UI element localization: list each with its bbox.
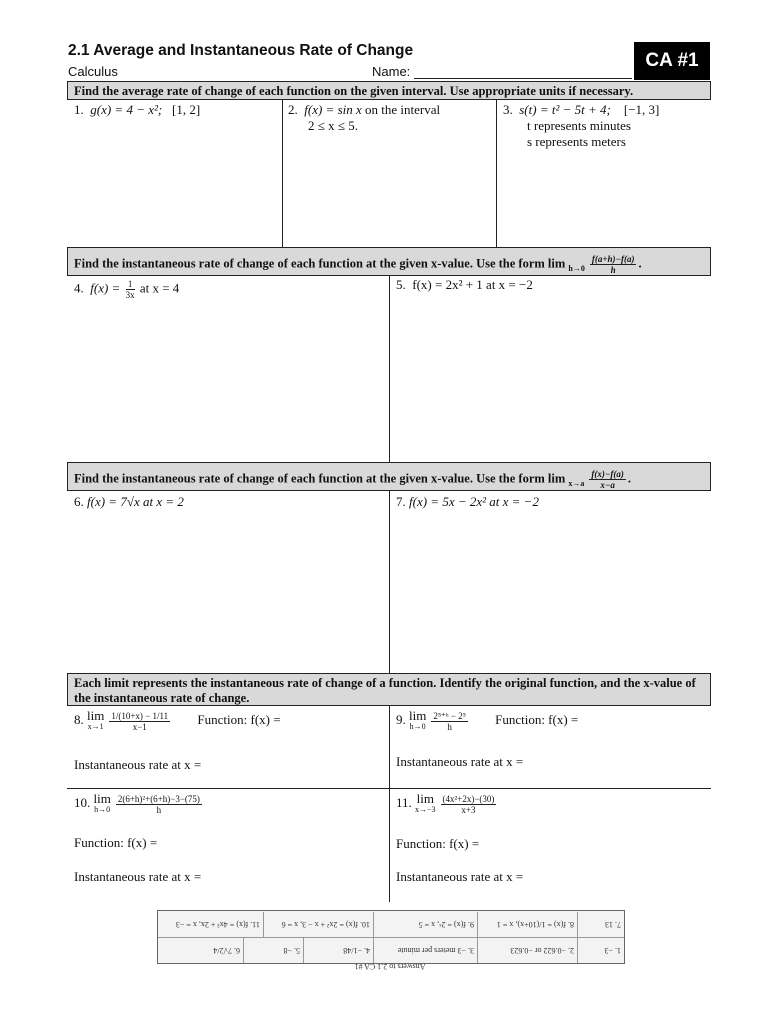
question-7: 7. f(x) = 5x − 2x² at x = −2 — [396, 494, 539, 509]
answer-cell: 9. f(x) = 2ˣ, x = 5 — [374, 912, 478, 937]
answer-cell: 11. f(x) = 4x² + 2x, x = −3 — [158, 912, 264, 937]
question-11-rate: Instantaneous rate at x = — [396, 869, 524, 884]
answer-cell: 8. f(x) = 1/(10+x), x = 1 — [478, 912, 578, 937]
question-10: 10. lim h→0 $\frac{\text{2(6+h)²+(6+h)−3−(75)}}{h}$ — [74, 791, 200, 815]
question-8: 8. lim x→1 $\frac{1/(10+x) - 1/11}{x-1}$ Function: f(x) = — [74, 708, 281, 732]
page-title: 2.1 Average and Instantaneous Rate of Change — [68, 42, 414, 59]
answer-key — [157, 910, 625, 964]
question-1: 1. g(x) = 4 − x²; [1, 2] — [74, 102, 201, 117]
name-label: Name: — [372, 64, 411, 79]
question-10-rate: Instantaneous rate at x = — [74, 869, 202, 884]
question-9: 9. lim h→0 $\frac{\text{2⁵⁺ʰ − 2⁵}}{h}$ Function: f(x) = — [396, 708, 579, 732]
section4-instruction: Each limit represents the instantaneous rate of change of a function. Identify the original function, and the x-value of the instantaneous rate of change. — [67, 673, 711, 706]
assignment-badge: CA #1 — [634, 42, 710, 80]
question-11-function: Function: f(x) = — [396, 836, 480, 851]
answer-cell: 10. f(x) = 2x² + x − 3, x = 6 — [264, 912, 374, 937]
answer-cell: 4. −1/48 — [304, 938, 374, 963]
divider — [67, 788, 711, 789]
divider — [282, 100, 283, 247]
answer-cell: 6. 7√2/4 — [158, 938, 244, 963]
course-label: Calculus — [68, 64, 118, 79]
name-line[interactable] — [414, 78, 632, 79]
answer-key-row — [158, 937, 624, 963]
section2-instruction: Find the instantaneous rate of change of each function at the given x-value. Use the form lim h→0 $\frac{f(a+h)-f(a)}{h}$ . — [67, 247, 711, 276]
divider — [496, 100, 497, 247]
answer-cell: 1. −3 — [604, 946, 621, 955]
divider — [389, 491, 390, 673]
question-3: 3. s(t) = t² − 5t + 4; [−1, 3] t represents minutes s represents meters — [503, 102, 660, 149]
section3-instruction: Find the instantaneous rate of change of each function at the given x-value. Use the form lim x→a $\frac{f(x)-f(a)}{x-a}$ . — [67, 462, 711, 491]
divider — [389, 706, 390, 902]
question-10-function: Function: f(x) = — [74, 835, 158, 850]
divider — [389, 276, 390, 462]
answer-cell: 3. −3 meters per minute — [374, 938, 478, 963]
answer-key-caption: Answers to 2.1 CA #1 — [354, 962, 426, 971]
answer-key-row — [158, 912, 624, 937]
answer-cell: 7. 13 — [605, 920, 621, 929]
answer-cell: 5. −8 — [244, 938, 304, 963]
section1-instruction: Find the average rate of change of each function on the given interval. Use appropriate units if necessary. — [67, 81, 711, 100]
question-5: 5. f(x) = 2x² + 1 at x = −2 — [396, 277, 533, 292]
answer-cell: 2. −0.622 or −0.623 — [478, 938, 578, 963]
question-9-rate: Instantaneous rate at x = — [396, 754, 524, 769]
question-8-rate: Instantaneous rate at x = — [74, 757, 202, 772]
question-6: 6. f(x) = 7√x at x = 2 — [74, 494, 184, 509]
question-2: 2. f(x) = sin x on the interval 2 ≤ x ≤ 5. — [288, 102, 441, 133]
question-4: 4. f(x) = $\frac{1}{3x}$ at x = 4 — [74, 279, 180, 300]
question-11: 11. lim x→−3 $\frac{\text{(4x²+2x)−(30)}}{x+3}$ — [396, 791, 495, 815]
